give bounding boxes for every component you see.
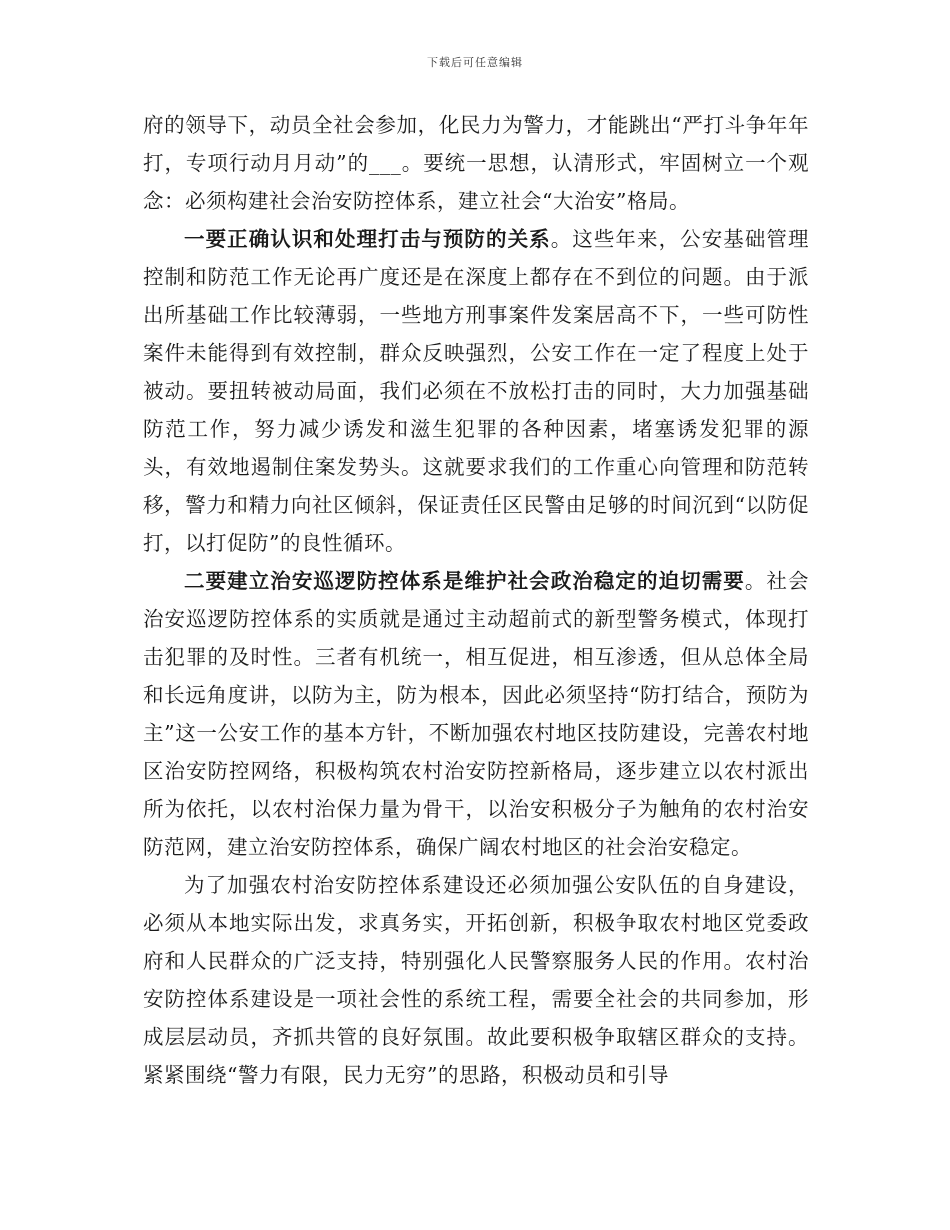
- paragraph-continuation: [143, 106, 809, 220]
- paragraph-text: 。这些年来，公安基础管理控制和防范工作无论再广度还是在深度上都存在不到位的问题。由于派出所基础工作比较薄弱，一些地方刑事案件发案居高不下，一些可防性案件未能得到有效控制，群众反映强烈，公安工作在一定了程度上处于被动。要扭转被动局面，我们必须在不放松打击的同时，大力加强基础防范工作，努力减少诱发和滋生犯罪的各种因素，堵塞诱发犯罪的源头，有效地遏制住案发势头。这就要求我们的工作重心向管理和防范转移，警力和精力向社区倾斜，保证责任区民警由足够的时间沉到“以防促打，以打促防”的良性循环。: [143, 227, 810, 555]
- page-header-note: 下载后可任意编辑: [427, 56, 523, 69]
- paragraph-lead-heading: 二要建立治安巡逻防控体系是维护社会政治稳定的迫切需要: [184, 569, 745, 593]
- paragraph-text: 。社会治安巡逻防控体系的实质就是通过主动超前式的新型警务模式，体现打击犯罪的及时性。三者有机统一，相互促进，相互渗透，但从总体全局和长远角度讲，以防为主，防为根本，因此必须坚持“防打结合，预防为主”这一公安工作的基本方针，不断加强农村地区技防建设，完善农村地区治安防控网络，积极构筑农村治安防控新格局，逐步建立以农村派出所为依托，以农村治保力量为骨干，以治安积极分子为触角的农村治安防范网，建立治安防控体系，确保广阔农村地区的社会治安稳定。: [143, 569, 810, 859]
- paragraph-lead-heading: 一要正确认识和处理打击与预防的关系: [184, 227, 551, 251]
- paragraph-attack-prevention: [143, 220, 809, 562]
- paragraph-team-building: [143, 866, 809, 1094]
- paragraph-text: 为了加强农村治安防控体系建设还必须加强公安队伍的自身建设，必须从本地实际出发，求真务实，开拓创新，积极争取农村地区党委政府和人民群众的广泛支持，特别强化人民警察服务人民的作用。农村治安防控体系建设是一项社会性的系统工程，需要全社会的共同参加，形成层层动员，齐抓共管的良好氛围。故此要积极争取辖区群众的支持。紧紧围绕“警力有限，民力无穷”的思路，积极动员和引导: [143, 873, 809, 1087]
- document-body: [143, 106, 809, 1094]
- paragraph-text: 府的领导下，动员全社会参加，化民力为警力，才能跳出“严打斗争年年打，专项行动月月动”的___。要统一思想，认清形式，牢固树立一个观念：必须构建社会治安防控体系，建立社会“大治安”格局。: [143, 113, 809, 213]
- paragraph-patrol-system: [143, 562, 809, 866]
